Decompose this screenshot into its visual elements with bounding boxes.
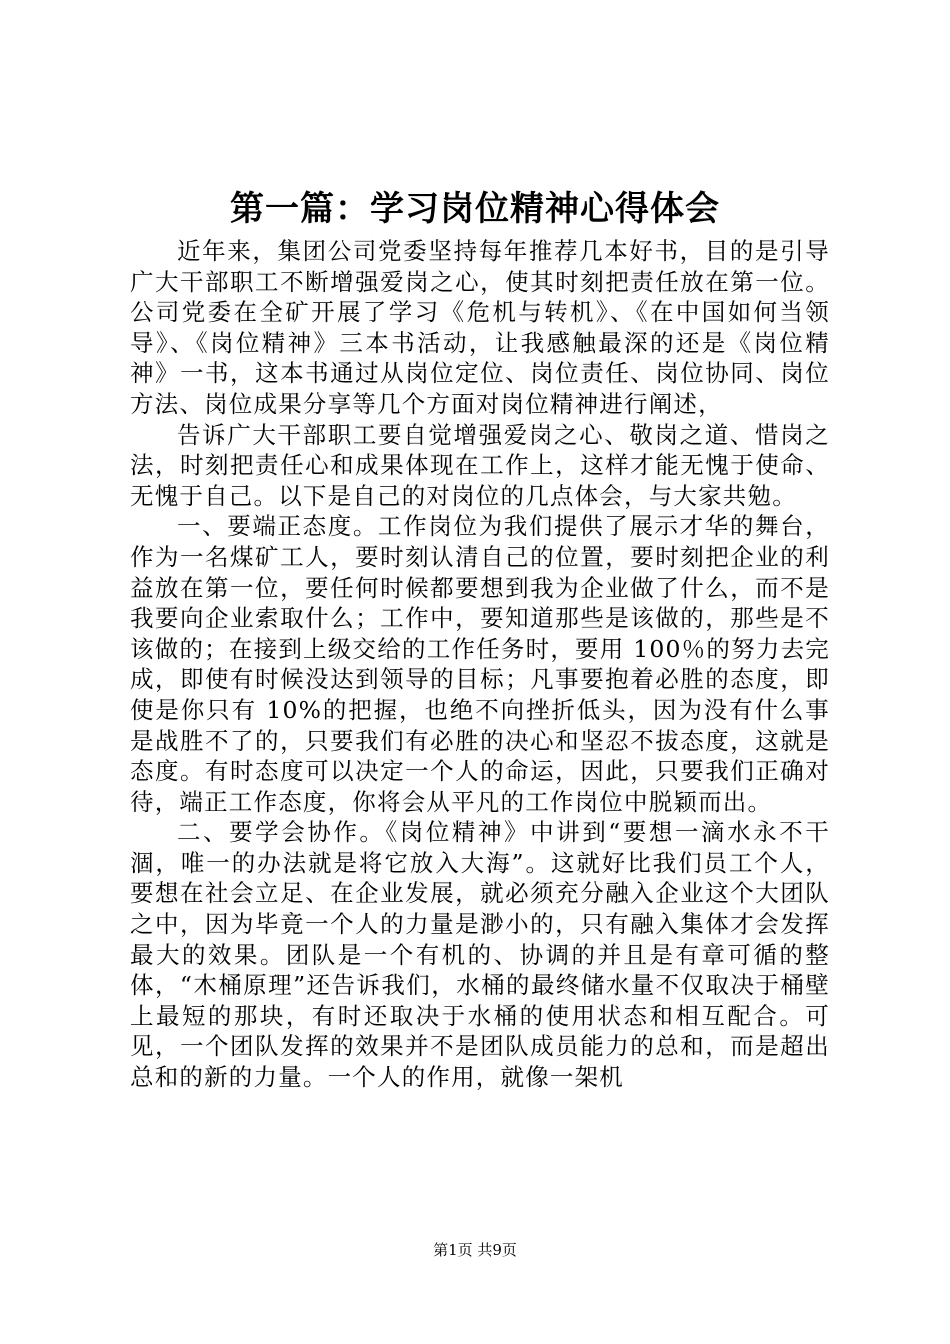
page-footer: 第1页 共9页 [433,1241,517,1259]
paragraph-cooperation: 二、要学会协作。《岗位精神》中讲到“要想一滴水永不干涸，唯一的办法就是将它放入大海”。这就好比我们员工个人，要想在社会立足、在企业发展，就必须充分融入企业这个大团队之中，因为毕竟一个人的力量是渺小的，只有融入集体才会发挥最大的效果。团队是一个有机的、协调的并且是有章可循的整体，“木桶原理”还告诉我们，水桶的最终储水量不仅取决于桶壁上最短的那块，有时还取决于水桶的使用状态和相互配合。可见，一个团队发挥的效果并不是团队成员能力的总和，而是超出总和的新的力量。一个人的作用，就像一架机 [130,818,830,1092]
paragraph-summary: 告诉广大干部职工要自觉增强爱岗之心、敬岗之道、惜岗之法，时刻把责任心和成果体现在工作上，这样才能无愧于使命、无愧于自己。以下是自己的对岗位的几点体会，与大家共勉。 [130,420,830,510]
paragraph-intro: 近年来，集团公司党委坚持每年推荐几本好书，目的是引导广大干部职工不断增强爱岗之心，使其时刻把责任放在第一位。公司党委在全矿开展了学习《危机与转机》、《在中国如何当领导》、《岗位精神》三本书活动，让我感触最深的还是《岗位精神》一书，这本书通过从岗位定位、岗位责任、岗位协同、岗位方法、岗位成果分享等几个方面对岗位精神进行阐述， [130,237,830,418]
document-body [130,236,830,1093]
paragraph-attitude: 一、要端正态度。工作岗位为我们提供了展示才华的舞台，作为一名煤矿工人，要时刻认清自己的位置，要时刻把企业的利益放在第一位，要任何时候都要想到我为企业做了什么，而不是我要向企业索取什么；工作中，要知道那些是该做的，那些是不该做的；在接到上级交给的工作任务时，要用 100％的努力去完成，即使有时候没达到领导的目标；凡事要抱着必胜的态度，即使是你只有 10%的把握，也绝不向挫折低头，因为没有什么事是战胜不了的，只要我们有必胜的决心和坚忍不拔态度，这就是态度。有时态度可以决定一个人的命运，因此，只要我们正确对待，端正工作态度，你将会从平凡的工作岗位中脱颖而出。 [130,512,830,816]
document-title: 第一篇：学习岗位精神心得体会 [230,189,720,229]
